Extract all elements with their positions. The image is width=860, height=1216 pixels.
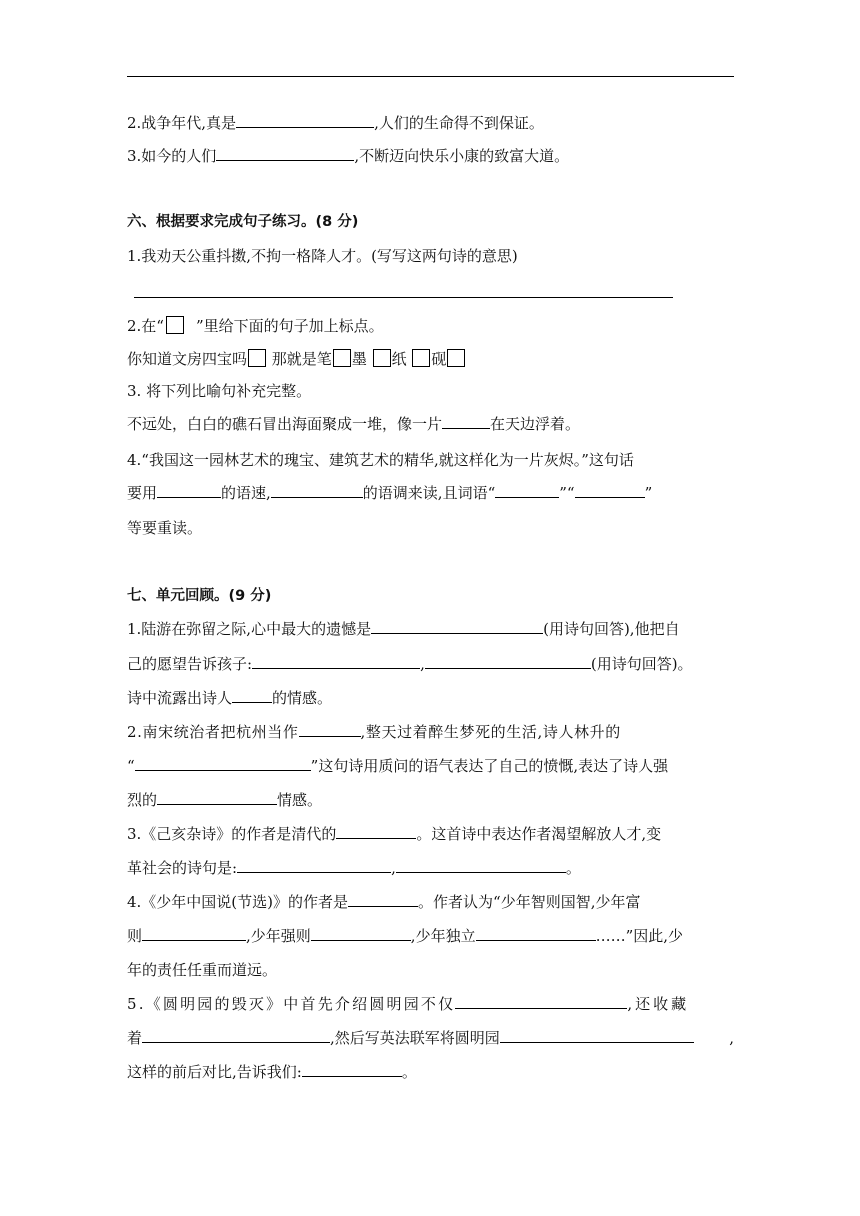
answer-blank[interactable] [575, 483, 645, 498]
answer-blank[interactable] [299, 722, 361, 737]
answer-blank[interactable] [236, 113, 374, 128]
s6-item-4-line-1: 4.“我国这一园林艺术的瑰宝、建筑艺术的精华,就这样化为一片灰烬。”这句话 [127, 451, 634, 469]
answer-blank[interactable] [500, 1028, 694, 1043]
s6-item-3-sentence: 不远处，白白的礁石冒出海面聚成一堆，像一片 在天边浮着。 [127, 415, 581, 433]
answer-blank[interactable] [348, 892, 418, 907]
s7-item-3-line-2: 革社会的诗句是: , 。 [127, 859, 581, 877]
answer-blank[interactable] [135, 756, 311, 771]
section-7-heading: 七、单元回顾。(9 分) [127, 588, 272, 604]
answer-blank[interactable] [157, 483, 221, 498]
s7-item-1-line-2: 己的愿望告诉孩子: , (用诗句回答)。 [127, 655, 693, 673]
s7-item-5-line-3: 这样的前后对比,告诉我们: 。 [127, 1063, 417, 1081]
answer-blank[interactable] [336, 824, 416, 839]
s6-item-4-line-3: 等要重读。 [127, 519, 203, 537]
s6-item-2: 2.在“ ”里给下面的句子加上标点。 [127, 317, 384, 335]
answer-blank[interactable] [252, 654, 420, 669]
answer-blank[interactable] [142, 926, 246, 941]
s7-item-2-line-3: 烈的 情感。 [127, 791, 323, 809]
s7-item-2-line-1: 2.南宋统治者把杭州当作 ,整天过着醉生梦死的生活,诗人林升的 [127, 723, 621, 741]
s7-item-3-line-1: 3.《己亥杂诗》的作者是清代的 。这首诗中表达作者渴望解放人才,变 [127, 825, 662, 843]
punctuation-box[interactable] [412, 349, 430, 367]
punctuation-box[interactable] [248, 349, 266, 367]
answer-blank[interactable] [271, 483, 363, 498]
answer-blank[interactable] [142, 1028, 330, 1043]
answer-blank[interactable] [442, 414, 490, 429]
s7-item-4-line-2: 则 ,少年强则 ,少年独立 ……”因此,少 [127, 927, 684, 945]
s6-item-4-line-2: 要用 的语速, 的语调来读,且词语“ ”“ ” [127, 484, 653, 502]
s7-item-4-line-1: 4.《少年中国说(节选)》的作者是 。作者认为“少年智则国智,少年富 [127, 893, 641, 911]
punctuation-box [166, 316, 184, 334]
answer-blank[interactable] [455, 994, 627, 1009]
punctuation-box[interactable] [447, 349, 465, 367]
answer-blank[interactable] [476, 926, 596, 941]
s6-item-3: 3. 将下列比喻句补充完整。 [127, 382, 312, 400]
answer-blank[interactable] [311, 926, 411, 941]
punctuation-box[interactable] [373, 349, 391, 367]
answer-blank[interactable] [396, 858, 566, 873]
answer-blank[interactable] [157, 790, 277, 805]
answer-blank[interactable] [232, 688, 272, 703]
s7-item-4-line-3: 年的责任任重而道远。 [127, 961, 278, 979]
answer-blank[interactable] [302, 1062, 402, 1077]
answer-blank[interactable] [495, 483, 559, 498]
answer-blank[interactable] [237, 858, 391, 873]
s7-item-5-line-1: 5.《圆明园的毁灭》中首先介绍圆明园不仅 ,还收藏 [127, 995, 690, 1013]
q5-item-3: 3.如今的人们 ,不断迈向快乐小康的致富大道。 [127, 147, 570, 165]
s6-item-1: 1.我劝天公重抖擞,不拘一格降人才。(写写这两句诗的意思) [127, 247, 518, 265]
s6-punctuation-sentence: 你知道文房四宝吗 那就是笔 墨 纸 砚 [127, 349, 466, 369]
answer-blank[interactable] [371, 619, 543, 634]
header-rule [127, 76, 734, 77]
answer-blank[interactable] [216, 146, 354, 161]
section-6-heading: 六、根据要求完成句子练习。(8 分) [127, 214, 359, 230]
s7-item-1-line-3: 诗中流露出诗人 的情感。 [127, 689, 333, 707]
s7-item-2-line-2: “ ”这句诗用质问的语气表达了自己的愤慨,表达了诗人强 [127, 757, 669, 775]
answer-blank[interactable] [425, 654, 591, 669]
answer-line[interactable] [134, 297, 673, 298]
s7-item-1-line-1: 1.陆游在弥留之际,心中最大的遗憾是 (用诗句回答),他把自 [127, 620, 680, 638]
q5-item-2: 2.战争年代,真是 ,人们的生命得不到保证。 [127, 114, 544, 132]
s7-item-5-line-2: 着 ,然后写英法联军将圆明园 , [127, 1029, 734, 1047]
punctuation-box[interactable] [333, 349, 351, 367]
